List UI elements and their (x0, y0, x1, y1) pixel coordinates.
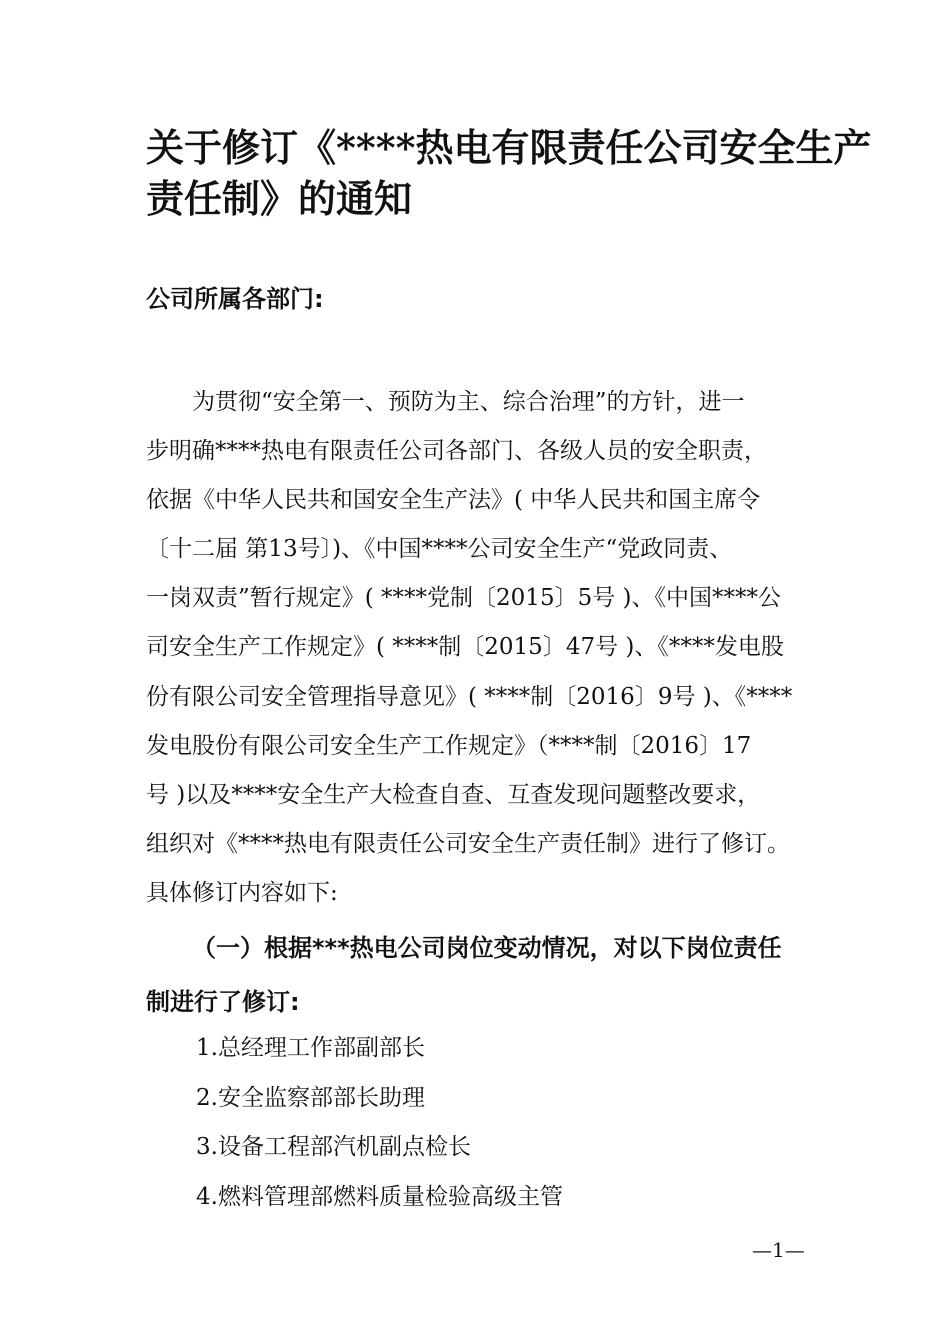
body-line: 〔十二届 第13号〕)、《中国****公司安全生产“党政同责、 (146, 536, 733, 563)
body-line: 号 )以及****安全生产大检查自查、互查发现问题整改要求， (146, 781, 761, 808)
list-item: 3.设备工程部汽机副点检长 (196, 1134, 471, 1160)
salutation: 公司所属各部门: (146, 285, 324, 313)
body-line: 组织对《****热电有限责任公司安全生产责任制》进行了修订。 (146, 830, 790, 857)
section-heading (146, 921, 812, 1029)
document-title (146, 122, 872, 224)
list-item: 2.安全监察部部长助理 (196, 1084, 425, 1111)
body-line: 依据《中华人民共和国安全生产法》( 中华人民共和国主席令 (146, 487, 761, 514)
title-line: 责任制》的通知 (146, 176, 413, 221)
body-line: 司安全生产工作规定》( ****制〔2015〕47号 )、《****发电股 (146, 634, 784, 661)
body-line: 份有限公司安全管理指导意见》( ****制〔2016〕9号 )、《**** (146, 683, 793, 710)
list-item: 1.总经理工作部副部长 (196, 1035, 425, 1061)
page-number: —1— (752, 1238, 805, 1262)
revised-positions-list (196, 1024, 563, 1222)
body-line: 为贯彻“安全第一、预防为主、综合治理”的方针，进一 (146, 389, 745, 415)
body-paragraph (146, 378, 812, 918)
body-line: 步明确****热电有限责任公司各部门、各级人员的安全职责， (146, 438, 767, 465)
title-line: 关于修订《****热电有限责任公司安全生产 (146, 125, 872, 170)
body-line: 发电股份有限公司安全生产工作规定》（****制〔2016〕17 (146, 732, 752, 759)
section-heading-line: （一）根据***热电公司岗位变动情况，对以下岗位责任 (192, 934, 782, 962)
body-line: 具体修订内容如下: (146, 879, 338, 906)
list-item: 4.燃料管理部燃料质量检验高级主管 (196, 1183, 563, 1210)
section-heading-line: 制进行了修订: (146, 988, 300, 1016)
body-line: 一岗双责”暂行规定》( ****党制〔2015〕5号 )、《中国****公 (146, 585, 781, 612)
